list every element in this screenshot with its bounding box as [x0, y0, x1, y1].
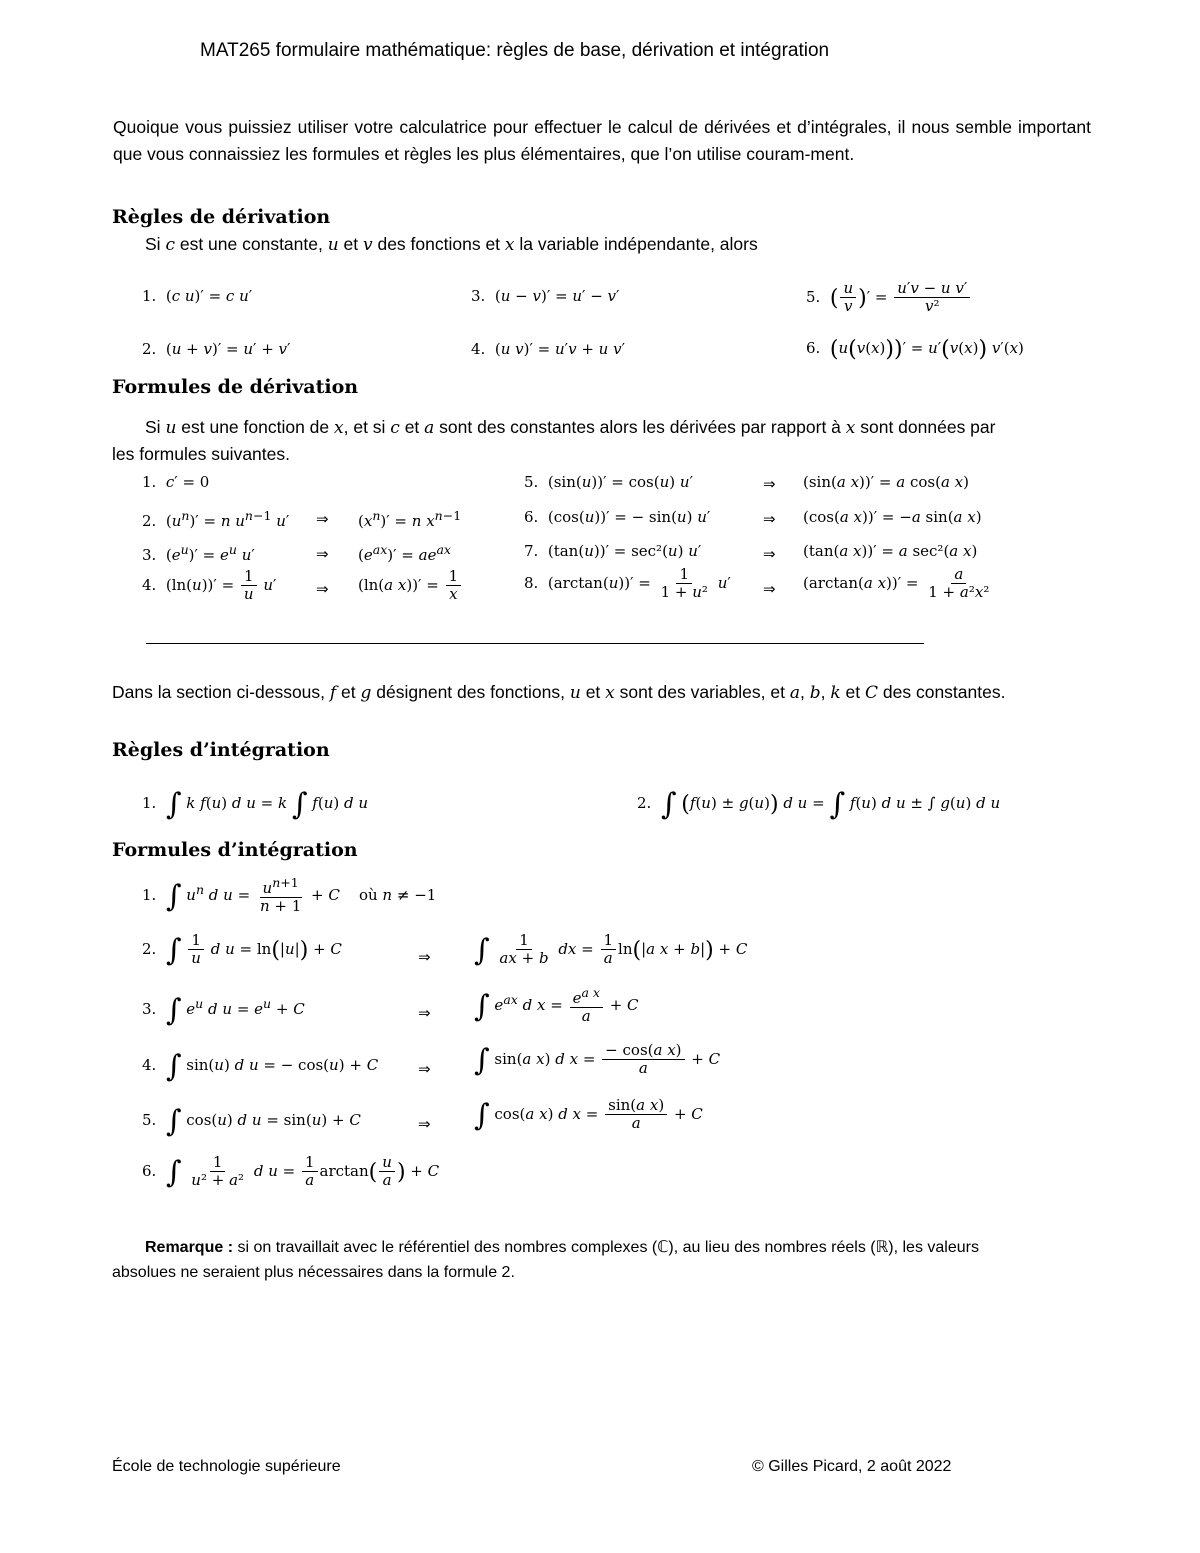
derivation-rule-2: 2. (u + v)′ = u′ + v′ — [142, 340, 291, 358]
derivation-formula-6: 6. (cos(u))′ = − sin(u) u′ — [524, 508, 711, 526]
implies-arrow: ⇒ — [763, 580, 776, 598]
derivation-formula-6b: (cos(a x))′ = −a sin(a x) — [803, 508, 982, 526]
integration-formula-3b: ∫ $e^{ax}$ d x = $\frac{e^{a x}}{a}$ + C — [474, 985, 639, 1026]
derivation-formulas-intro: Si u est une fonction de x, et si c et a sont des constantes alors les dérivées par rapport à x sont données par — [145, 417, 996, 438]
intro-paragraph: Quoique vous puissiez utiliser votre calculatrice pour effectuer le calcul de dérivées et d’intégrales, il nous semble important que vous connaissiez les formules et règles les plus élémentaires, que l’on utilise couram-ment. — [113, 117, 1091, 164]
derivation-formula-2b: $(x^n)' = n$ $x^{n-1}$ — [358, 508, 462, 530]
integration-formula-4: 4. ∫ sin(u) d u = − cos(u) + C — [142, 1049, 379, 1084]
derivation-formula-7b: (tan(a x))′ = a sec²(a x) — [803, 542, 978, 560]
derivation-formula-1: 1. c′ = 0 — [142, 473, 210, 491]
implies-arrow: ⇒ — [763, 545, 776, 563]
derivation-formula-4b: (ln(a x))′ = $\frac{1}{x}$ — [358, 568, 463, 604]
integration-formula-4b: ∫ sin(a x) d x = $\frac{\text{− cos(a x)}}{a}$ + C — [474, 1041, 721, 1078]
derivation-formula-4: 4. (ln(u))′ = $\frac{1}{u}$ u′ — [142, 567, 277, 604]
integration-formula-1: 1. ∫ $u^n$ d u = $\frac{u^{n+1}}{n + 1}$ + C où n ≠ −1 — [142, 875, 437, 916]
integration-formula-5b: ∫ cos(a x) d x = $\frac{\text{sin(a x)}}{a}$ + C — [474, 1096, 703, 1133]
derivation-formulas-heading: Formules de dérivation — [112, 376, 359, 398]
remark-label: Remarque : — [145, 1239, 234, 1256]
footer-right: © Gilles Picard, 2 août 2022 — [752, 1458, 952, 1475]
derivation-formula-8: 8. (arctan(u))′ = $\frac{1}{\text{1 + u²}}$ u′ — [524, 565, 731, 602]
remark-line-1: Remarque : si on travaillait avec le référentiel des nombres complexes (ℂ), au lieu des nombres réels (ℝ), les valeurs — [145, 1239, 979, 1256]
footer-left: École de technologie supérieure — [112, 1458, 341, 1475]
derivation-formula-3: 3. $(e^u)' = e^u$ u′ — [142, 542, 255, 564]
derivation-rule-3: 3. (u − v)′ = u′ − v′ — [471, 287, 620, 305]
implies-arrow: ⇒ — [418, 1115, 431, 1133]
page-header: MAT265 formulaire mathématique: règles de base, dérivation et intégration — [200, 40, 830, 61]
implies-arrow: ⇒ — [316, 580, 329, 598]
integration-formula-5: 5. ∫ cos(u) d u = sin(u) + C — [142, 1104, 361, 1139]
implies-arrow: ⇒ — [316, 545, 329, 563]
derivation-formulas-intro-line2: les formules suivantes. — [112, 444, 290, 464]
integration-rules-heading: Règles d’intégration — [112, 739, 330, 761]
integration-formula-2: 2. ∫ $\frac{1}{u}$ d u = ln(|u|) + C — [142, 931, 342, 968]
derivation-rule-6: 6. (u(v(x)))′ = u′(v(x)) v′(x) — [806, 337, 1024, 362]
derivation-formula-8b: (arctan(a x))′ = $\frac{a}{\text{1 + a²x²}}$ — [803, 565, 990, 602]
integration-formula-3: 3. ∫ $e^u$ d $u = e^u + C$ — [142, 993, 305, 1028]
implies-arrow: ⇒ — [316, 510, 329, 528]
integration-rule-1: 1. ∫ k f(u) d u = k ∫ f(u) d u — [142, 787, 369, 822]
implies-arrow: ⇒ — [763, 475, 776, 493]
derivation-formula-3b: $(e^{ax})' = ae^{ax}$ — [358, 542, 451, 564]
derivation-rules-intro: Si c est une constante, u et v des fonctions et x la variable indépendante, alors — [145, 234, 758, 255]
integration-formula-6: 6. ∫ $\frac{1}{\text{u² + a²}}$ d u = $\frac{1}{a}$ arctan( $\frac{u}{a}$ ) + C — [142, 1153, 440, 1190]
derivation-rule-4: 4. (u v)′ = u′v + u v′ — [471, 340, 625, 358]
integration-section-note: Dans la section ci-dessous, f et g désignent des fonctions, u et x sont des variables, et a, b, k et C des constantes. — [112, 682, 1006, 703]
derivation-formula-2: 2. $(u^n)' = n$ $u^{n-1}$ u′ — [142, 508, 290, 530]
implies-arrow: ⇒ — [418, 948, 431, 966]
derivation-formula-5b: (sin(a x))′ = a cos(a x) — [803, 473, 969, 491]
derivation-formula-7: 7. (tan(u))′ = sec²(u) u′ — [524, 542, 702, 560]
implies-arrow: ⇒ — [418, 1004, 431, 1022]
integration-formulas-heading: Formules d’intégration — [112, 839, 358, 861]
derivation-rules-heading: Règles de dérivation — [112, 206, 331, 228]
section-divider — [146, 643, 924, 644]
derivation-rule-1: 1. (c u)′ = c u′ — [142, 287, 253, 305]
integration-rule-2: 2. ∫ (f(u) ± g(u)) d u = ∫ f(u) d u ± ∫ g(u) d u — [637, 787, 1001, 822]
derivation-formula-5: 5. (sin(u))′ = cos(u) u′ — [524, 473, 693, 491]
implies-arrow: ⇒ — [418, 1060, 431, 1078]
remark-line-2: absolues ne seraient plus nécessaires dans la formule 2. — [112, 1264, 515, 1281]
implies-arrow: ⇒ — [763, 510, 776, 528]
integration-formula-2b: ∫ $\frac{1}{ax + b}$ dx = $\frac{1}{a}$ ln(|a x + b|) + C — [474, 931, 748, 968]
derivation-rule-5: 5. ( $\frac{u}{v}$ )′ = $\frac{\text{u′v − u v′}}{\text{v²}}$ — [806, 280, 972, 316]
